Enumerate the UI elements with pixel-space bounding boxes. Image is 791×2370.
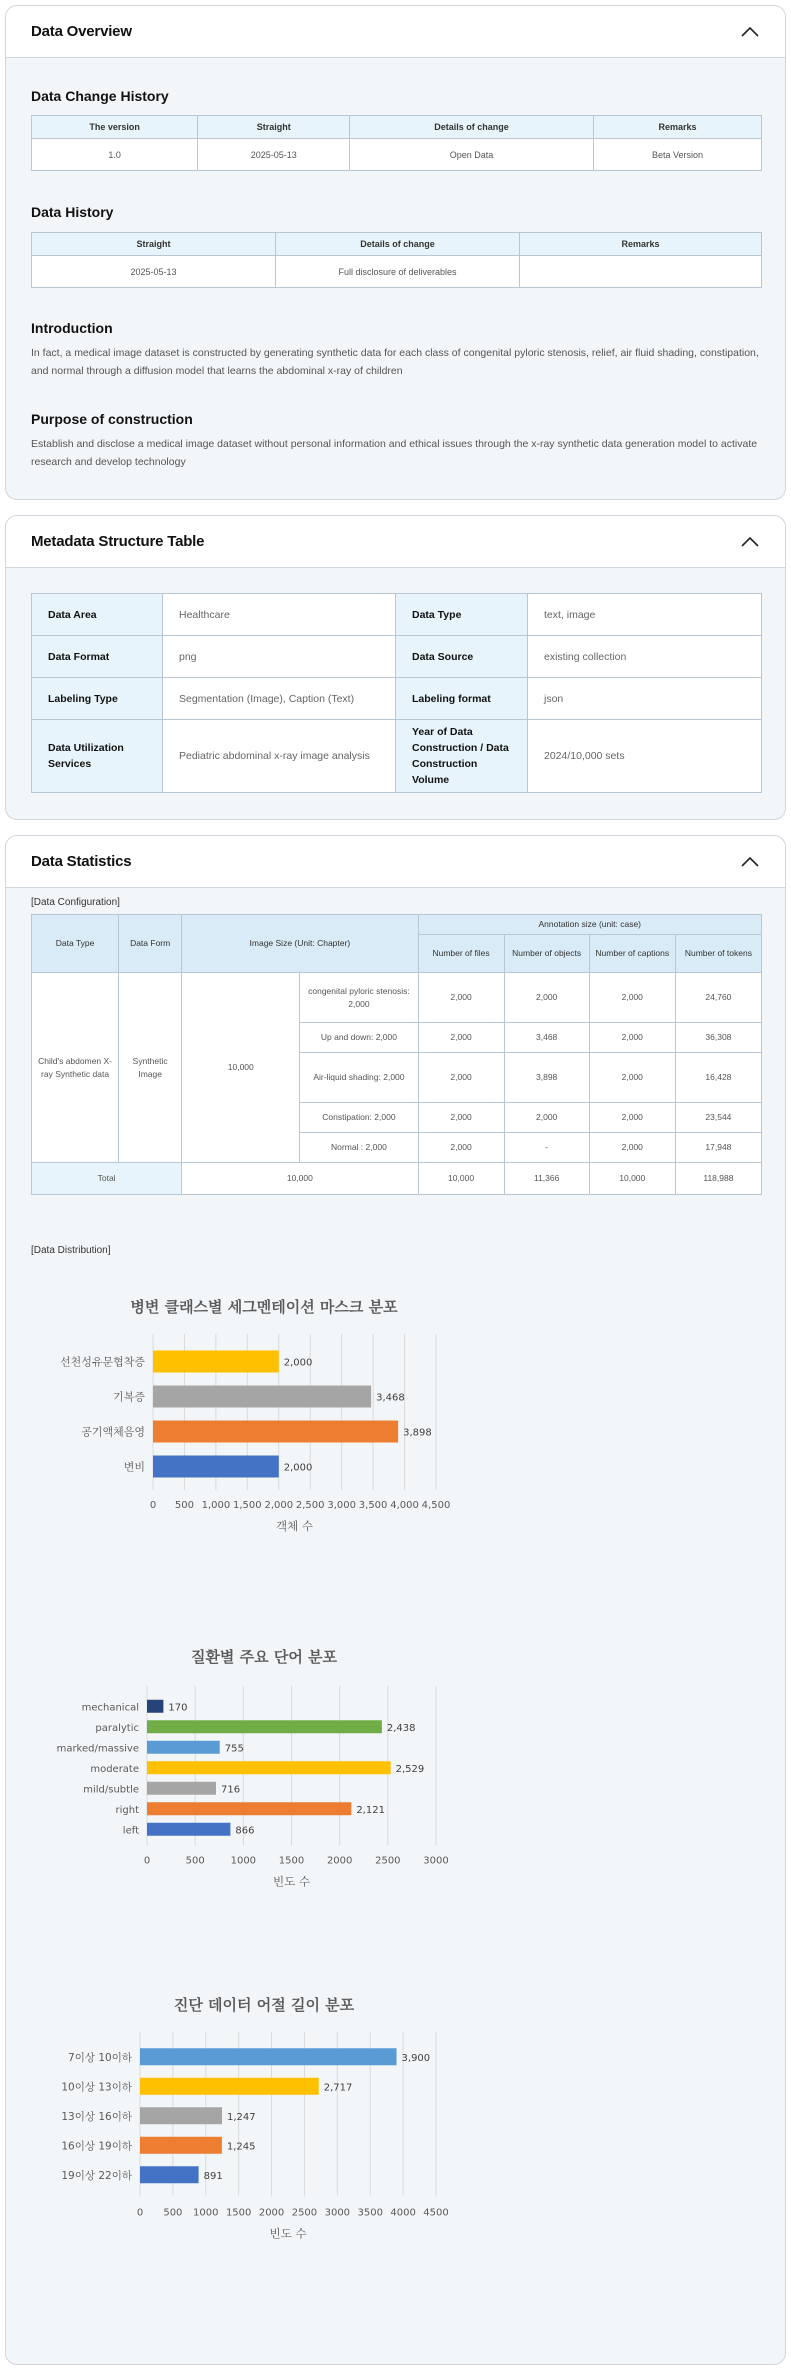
meta-value: Pediatric abdominal x-ray image analysis [163,720,396,793]
bar-value-label: 2,000 [283,1462,313,1474]
y-category-label: 기복증 [113,1390,145,1404]
metadata-header[interactable] [6,516,785,568]
x-tick-label: 1000 [230,1855,257,1867]
table-cell: Child's abdomen X-ray Synthetic data [32,973,119,1163]
history-table [31,232,762,288]
table-cell: - [504,1133,589,1163]
x-tick-label: 2,000 [264,1500,294,1511]
table-cell: 16,428 [675,1053,761,1103]
chevron-up-icon[interactable] [740,22,760,42]
y-category-label: marked/massive [56,1743,139,1755]
table-cell: Open Data [350,139,594,171]
y-category-label: 변비 [123,1460,145,1474]
meta-key: Year of Data Construction / Data Construction Volume [396,720,528,793]
introduction-text: In fact, a medical image dataset is constructed by generating synthetic data for each class of congenital pyloric stenosis, relief, air fluid shading, constipation, and normal through a diffusion model that learns the abdominal x-ray of children [31,347,759,377]
x-tick-label: 0 [149,1500,157,1511]
bar [147,1823,230,1836]
section-heading: Introduction [31,320,113,336]
bar [147,1741,220,1754]
x-tick-label: 3500 [357,2207,383,2219]
bar [140,2078,319,2095]
bar [140,2137,222,2154]
meta-key: Data Area [32,594,163,636]
table-cell: 10,000 [182,1163,418,1195]
bar-value-label: 891 [203,2170,223,2182]
table-header: Annotation size (unit: case) [418,915,762,935]
table-cell: 11,366 [504,1163,589,1195]
table-header: Details of change [276,233,520,256]
table-header: Remarks [520,233,762,256]
y-category-label: 10이상 13이하 [61,2081,132,2094]
bar [147,1720,382,1733]
table-cell [520,256,762,288]
x-tick-label: 0 [143,1855,151,1867]
meta-value: png [163,636,396,678]
meta-key: Data Type [396,594,528,636]
meta-key: Labeling format [396,678,528,720]
section-heading: Purpose of construction [31,411,193,427]
meta-value: Healthcare [163,594,396,636]
x-tick-label: 1500 [278,1855,305,1867]
meta-value: existing collection [528,636,762,678]
x-tick-label: 1000 [193,2207,219,2219]
bar [153,1456,279,1478]
table-cell: Air-liquid shading: 2,000 [300,1053,418,1103]
meta-value: Segmentation (Image), Caption (Text) [163,678,396,720]
bar [147,1782,216,1795]
chart-title: 병변 클래스별 세그멘테이션 마스크 분포 [130,1298,398,1316]
x-tick-label: 2500 [375,1855,401,1867]
bar-value-label: 3,900 [401,2052,431,2064]
table-cell: 2,000 [418,1053,504,1103]
chevron-up-icon[interactable] [740,532,760,552]
bar-value-label: 2,529 [395,1763,425,1775]
config-label: [Data Configuration] [31,897,120,908]
y-category-label: 19이상 22이하 [61,2169,132,2182]
metadata-panel [5,515,786,820]
meta-value: 2024/10,000 sets [528,720,762,793]
table-cell: Normal : 2,000 [300,1133,418,1163]
table-cell: 2,000 [418,973,504,1023]
x-tick-label: 500 [174,1500,194,1511]
table-cell: 10,000 [182,973,300,1163]
x-tick-label: 3000 [324,2207,351,2219]
panel-title: Data Statistics [31,853,132,870]
x-tick-label: 1,000 [201,1500,231,1511]
bar [147,1802,351,1815]
x-tick-label: 3,500 [358,1500,388,1511]
table-header: Number of captions [589,935,675,973]
y-category-label: mild/subtle [83,1784,139,1796]
table-cell: 2025-05-13 [198,139,350,171]
bar-value-label: 1,247 [227,2111,256,2123]
table-header: Straight [198,116,350,139]
x-tick-label: 4000 [390,2207,416,2219]
distribution-label: [Data Distribution] [31,1245,111,1256]
y-category-label: 16이상 19이하 [61,2140,132,2153]
x-tick-label: 1,500 [233,1500,262,1511]
y-category-label: right [115,1804,139,1816]
x-tick-label: 3000 [423,1855,449,1867]
data-statistics-header[interactable] [6,836,785,888]
meta-key: Data Format [32,636,163,678]
table-header: Number of objects [504,935,589,973]
bar [147,1700,163,1713]
y-category-label: 13이상 16이하 [61,2110,132,2123]
x-tick-label: 4500 [423,2207,449,2219]
segmentation-mask-chart [6,1286,785,1626]
bar-value-label: 866 [235,1825,255,1837]
y-category-label: left [122,1825,139,1837]
x-tick-label: 4,500 [421,1500,451,1511]
table-cell: 17,948 [675,1133,761,1163]
data-statistics-panel [5,835,786,2365]
x-tick-label: 2,500 [295,1500,325,1511]
bar [153,1386,371,1408]
bar [140,2048,397,2065]
panel-title: Metadata Structure Table [31,533,205,550]
y-category-label: 7이상 10이하 [68,2051,132,2064]
bar [147,1761,391,1774]
table-cell: 24,760 [675,973,761,1023]
table-header: Details of change [350,116,594,139]
x-axis-title: 객체 수 [276,1519,313,1533]
bar [140,2107,222,2124]
change-history-table [31,115,762,171]
x-tick-label: 2500 [291,2207,318,2219]
table-header: Data Form [119,915,182,973]
table-cell: 2,000 [418,1103,504,1133]
chevron-up-icon[interactable] [740,852,760,872]
table-cell: 3,898 [504,1053,589,1103]
chart-title: 진단 데이터 어절 길이 분포 [173,1996,355,2014]
table-header: Data Type [32,915,119,973]
bar-value-label: 3,468 [376,1392,405,1404]
x-axis-title: 빈도 수 [269,2226,307,2241]
x-tick-label: 1500 [225,2207,252,2219]
purpose-text: Establish and disclose a medical image dataset without personal information and ethical issues through the x-ray synthetic data generation model to activate research and develop technology [31,438,758,468]
bar-value-label: 2,121 [356,1804,385,1816]
data-overview-panel [5,5,786,500]
table-cell: 36,308 [675,1023,761,1053]
bar-value-label: 170 [168,1702,188,1714]
bar-value-label: 1,245 [226,2141,256,2153]
table-cell: 2,000 [589,1023,675,1053]
table-cell: congenital pyloric stenosis: 2,000 [300,973,418,1023]
configuration-table [31,914,762,1195]
bar-value-label: 2,717 [323,2082,353,2094]
data-overview-header[interactable] [6,6,785,58]
x-tick-label: 500 [163,2207,183,2219]
table-cell: 2,000 [589,973,675,1023]
bar-value-label: 2,000 [283,1357,313,1369]
table-cell: Synthetic Image [119,973,182,1163]
meta-key: Labeling Type [32,678,163,720]
y-category-label: 공기액체음영 [81,1425,145,1439]
y-category-label: mechanical [81,1702,139,1714]
table-cell: Total [32,1163,182,1195]
chart-title: 질환별 주요 단어 분포 [190,1648,338,1666]
table-header: Straight [32,233,276,256]
table-cell: Constipation: 2,000 [300,1103,418,1133]
x-tick-label: 4,000 [390,1500,419,1511]
table-cell: 2,000 [589,1103,675,1133]
y-category-label: moderate [90,1763,139,1775]
meta-key: Data Source [396,636,528,678]
table-header: Number of tokens [675,935,761,973]
table-cell: 2,000 [418,1023,504,1053]
meta-value: text, image [528,594,762,636]
x-tick-label: 2000 [326,1855,353,1867]
table-header: Number of files [418,935,504,973]
x-tick-label: 3,000 [327,1500,356,1511]
table-cell: 10,000 [418,1163,504,1195]
table-cell: 1.0 [32,139,198,171]
table-cell: 3,468 [504,1023,589,1053]
table-cell: 118,988 [675,1163,761,1195]
table-cell: 2,000 [589,1133,675,1163]
x-axis-title: 빈도 수 [273,1874,310,1889]
panel-title: Data Overview [31,23,132,40]
table-cell: Beta Version [593,139,761,171]
meta-value: json [528,678,762,720]
x-tick-label: 500 [185,1855,205,1867]
table-header: The version [32,116,198,139]
table-cell: 2,000 [589,1053,675,1103]
bar [153,1421,398,1443]
x-tick-label: 2000 [258,2207,285,2219]
table-cell: Full disclosure of deliverables [276,256,520,288]
table-cell: 2,000 [418,1133,504,1163]
table-cell: 2,000 [504,1103,589,1133]
bar-value-label: 716 [220,1784,241,1796]
table-header: Image Size (Unit: Chapter) [182,915,418,973]
bar-value-label: 2,438 [386,1722,416,1734]
bar [140,2166,199,2183]
word-length-chart [6,1984,785,2324]
keyword-frequency-chart [6,1636,785,1971]
table-header: Remarks [593,116,761,139]
bar-value-label: 3,898 [403,1427,432,1439]
bar [153,1351,279,1373]
table-cell: Up and down: 2,000 [300,1023,418,1053]
table-cell: 10,000 [589,1163,675,1195]
y-category-label: paralytic [95,1722,139,1734]
metadata-table [31,593,762,793]
bar-value-label: 755 [224,1743,244,1755]
y-category-label: 선천성유문협착증 [59,1355,145,1369]
x-tick-label: 0 [136,2207,144,2219]
table-cell: 2,000 [504,973,589,1023]
section-heading: Data Change History [31,88,169,104]
table-cell: 2025-05-13 [32,256,276,288]
table-cell: 23,544 [675,1103,761,1133]
meta-key: Data Utilization Services [32,720,163,793]
section-heading: Data History [31,204,114,220]
